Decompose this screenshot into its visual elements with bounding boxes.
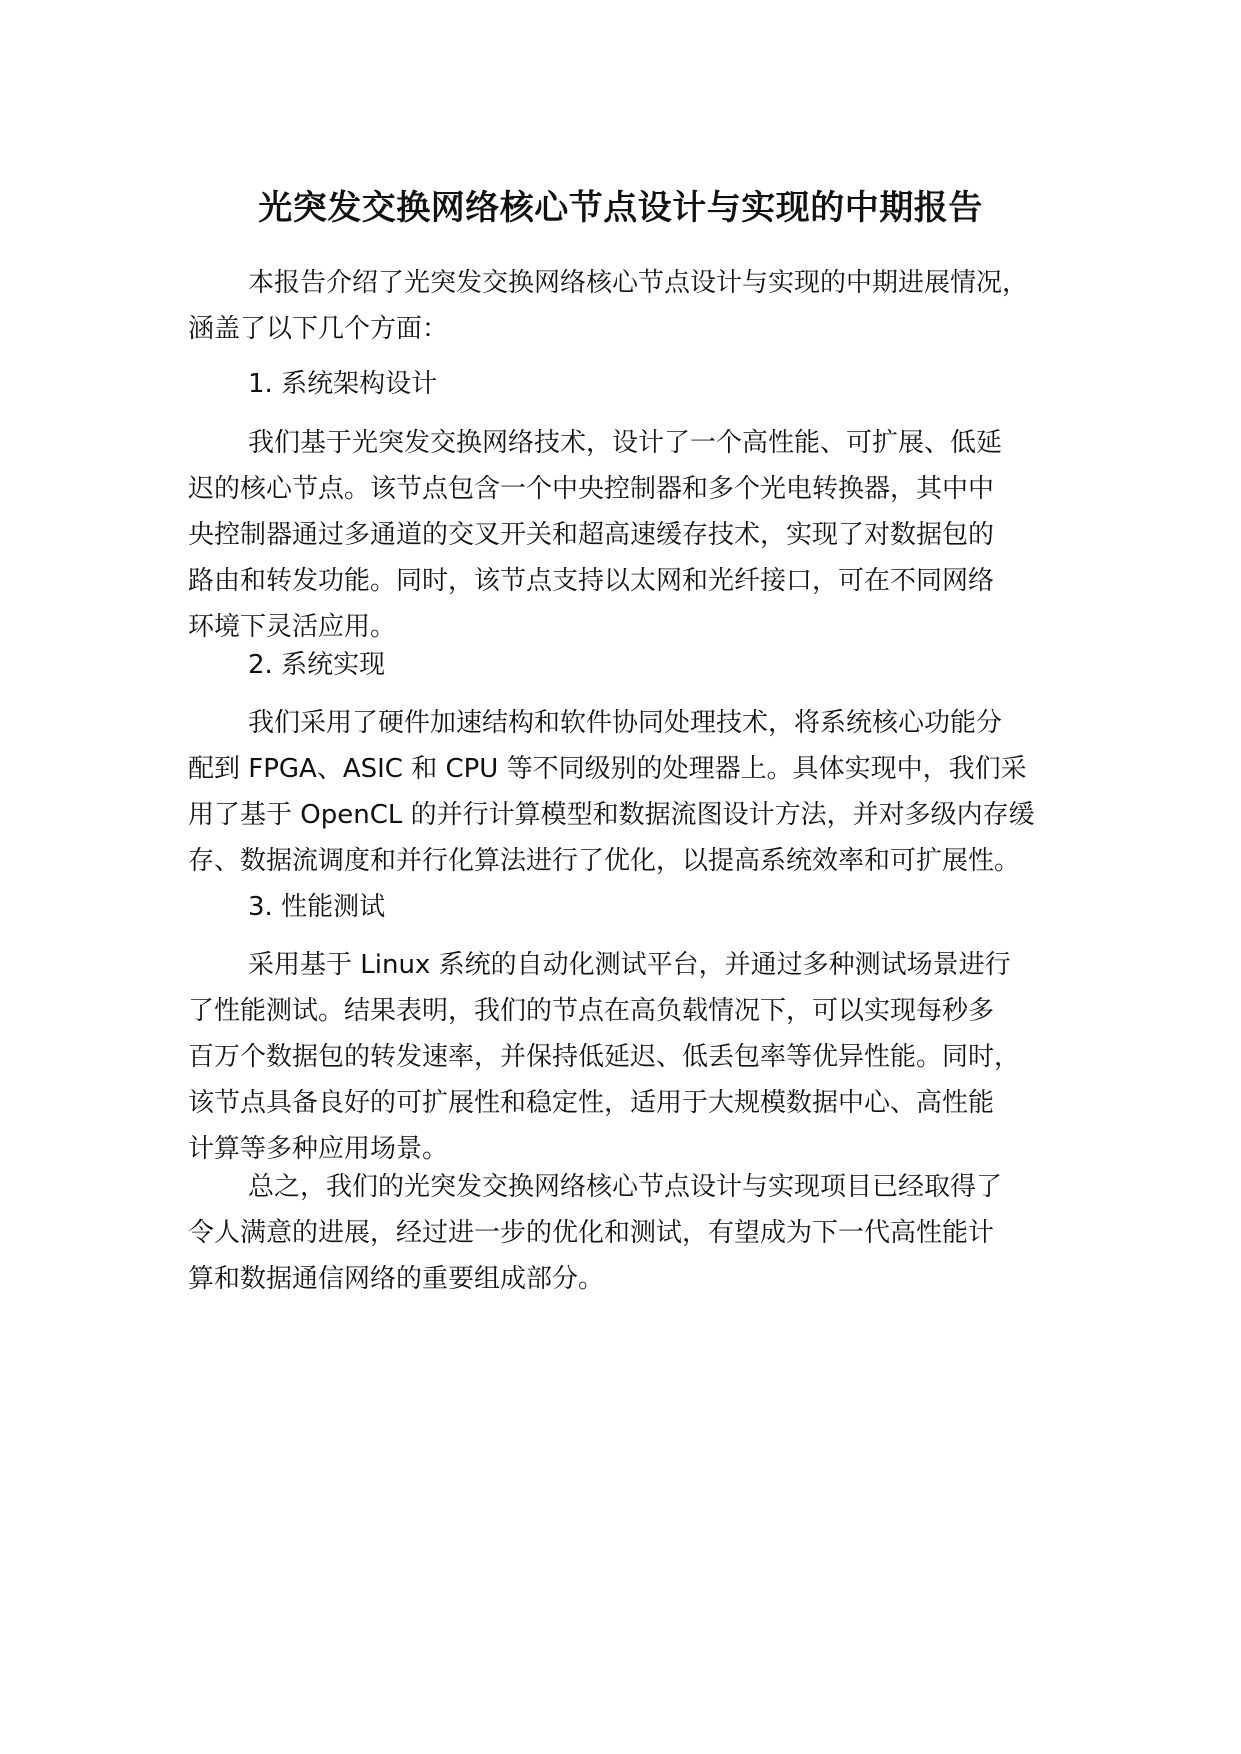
paragraph-line: 百万个数据包的转发速率，并保持低延迟、低丢包率等优异性能。同时， [188, 1042, 1021, 1072]
paragraph-line: 采用基于 Linux 系统的自动化测试平台，并通过多种测试场景进行 [248, 950, 1011, 980]
paragraph-line: 迟的核心节点。该节点包含一个中央控制器和多个光电转换器，其中中 [188, 474, 995, 504]
section-paragraph-architecture [188, 420, 1088, 650]
paragraph-line: 环境下灵活应用。 [188, 612, 397, 642]
paragraph-line: 用了基于 OpenCL 的并行计算模型和数据流图设计方法，并对多级内存缓 [188, 800, 1035, 830]
paragraph-line: 路由和转发功能。同时，该节点支持以太网和光纤接口，可在不同网络 [188, 566, 995, 596]
section-heading-architecture: 1. 系统架构设计 [248, 369, 438, 399]
section-paragraph-performance [188, 942, 1088, 1172]
paragraph-line: 令人满意的进展，经过进一步的优化和测试，有望成为下一代高性能计 [188, 1218, 995, 1248]
paragraph-line: 配到 FPGA、ASIC 和 CPU 等不同级别的处理器上。具体实现中，我们采 [188, 754, 1027, 784]
paragraph-line: 我们基于光突发交换网络技术，设计了一个高性能、可扩展、低延 [248, 428, 1003, 458]
paragraph-line: 总之，我们的光突发交换网络核心节点设计与实现项目已经取得了 [248, 1172, 1003, 1202]
conclusion-paragraph [188, 1164, 1088, 1302]
intro-line: 涵盖了以下几个方面： [188, 314, 449, 344]
section-heading-implementation: 2. 系统实现 [248, 650, 386, 680]
paragraph-line: 存、数据流调度和并行化算法进行了优化，以提高系统效率和可扩展性。 [188, 846, 1021, 876]
section-paragraph-implementation [188, 700, 1088, 884]
document-title: 光突发交换网络核心节点设计与实现的中期报告 [258, 188, 983, 228]
paragraph-line: 我们采用了硬件加速结构和软件协同处理技术，将系统核心功能分 [248, 708, 1003, 738]
paragraph-line: 计算等多种应用场景。 [188, 1134, 449, 1164]
paragraph-line: 了性能测试。结果表明，我们的节点在高负载情况下，可以实现每秒多 [188, 996, 995, 1026]
section-heading-performance: 3. 性能测试 [248, 892, 386, 922]
paragraph-line: 该节点具备良好的可扩展性和稳定性，适用于大规模数据中心、高性能 [188, 1088, 995, 1118]
paragraph-line: 算和数据通信网络的重要组成部分。 [188, 1264, 605, 1294]
paragraph-line: 央控制器通过多通道的交叉开关和超高速缓存技术，实现了对数据包的 [188, 520, 995, 550]
intro-line: 本报告介绍了光突发交换网络核心节点设计与实现的中期进展情况， [248, 268, 1029, 298]
intro-paragraph [188, 260, 1088, 352]
